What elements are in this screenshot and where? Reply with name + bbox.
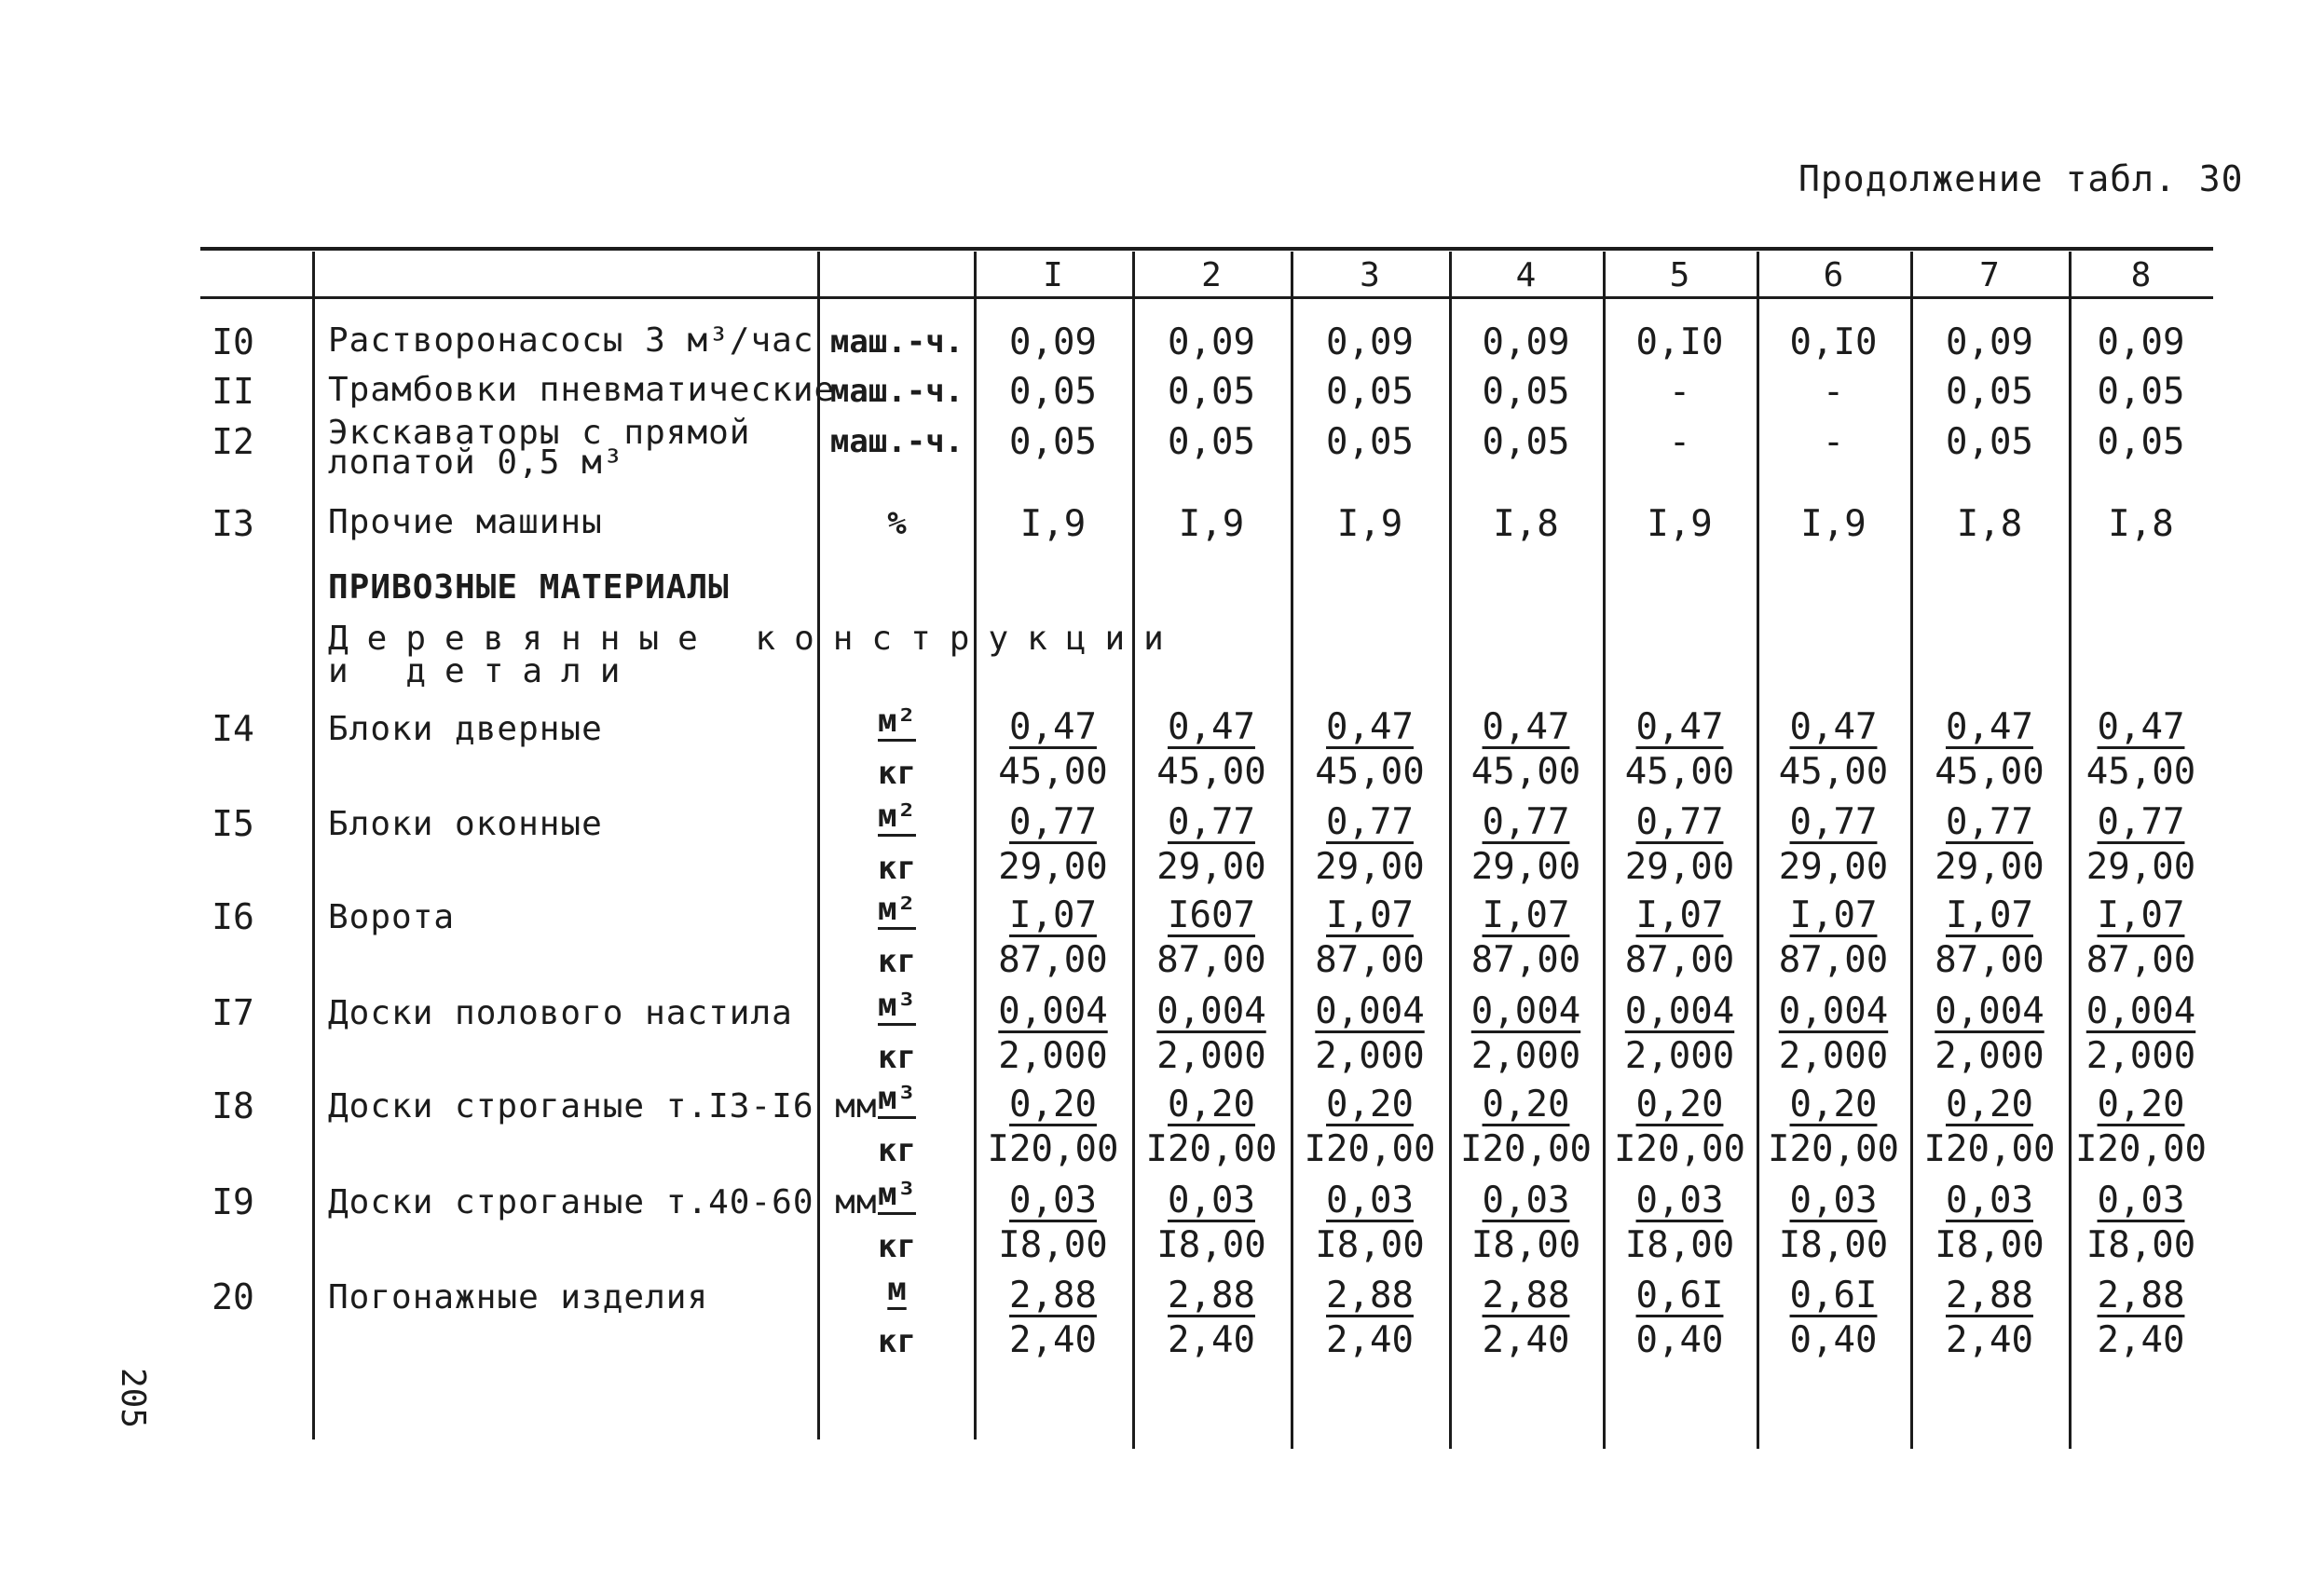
table-cell-bottom: 29,00	[1935, 846, 2044, 888]
table-cell: 0,09	[1326, 321, 1414, 363]
table-cell-top: 0,004	[998, 990, 1108, 1032]
row-unit-bottom: кг	[878, 1039, 916, 1076]
table-cell-top: I607	[1168, 894, 1255, 936]
table-cell-top: 0,03	[1168, 1180, 1255, 1221]
table-cell-top: 0,004	[1778, 990, 1889, 1032]
row-unit-top: м³	[878, 1080, 916, 1117]
table-cell-bottom: 87,00	[1935, 939, 2044, 981]
table-cell: 0,09	[1168, 321, 1255, 363]
table-cell-bottom: 87,00	[2085, 939, 2196, 981]
section-title: ПРИВОЗНЫЕ МАТЕРИАЛЫ	[328, 568, 730, 607]
row-unit-bottom: кг	[878, 755, 916, 792]
table-cell-bottom: 87,00	[1470, 939, 1581, 981]
table-cell-bottom: I20,00	[1145, 1128, 1278, 1170]
table-cell-top: 0,47	[1326, 706, 1414, 748]
table-cell-top: 0,77	[1168, 801, 1255, 843]
table-cell-top: 0,20	[2097, 1084, 2185, 1125]
table-cell-top: 2,88	[2097, 1275, 2185, 1316]
table-cell: 0,05	[1009, 371, 1097, 413]
table-cell-top: 0,20	[1946, 1084, 2033, 1125]
row-unit: маш.-ч.	[829, 423, 964, 460]
row-number: I6	[212, 896, 254, 937]
table-cell-top: 2,88	[1482, 1275, 1570, 1316]
table-cell-bottom: I8,00	[1624, 1224, 1735, 1266]
table-cell-bottom: 2,000	[1156, 1035, 1266, 1077]
table-cell-bottom: I8,00	[1156, 1224, 1266, 1266]
table-cell: 0,09	[1009, 321, 1097, 363]
table-cell-bottom: 2,000	[1624, 1035, 1735, 1077]
row-name: Блоки оконные	[328, 805, 603, 843]
row-name: Экскаваторы с прямой	[328, 414, 751, 452]
table-cell-top: 0,6I	[1789, 1275, 1878, 1316]
row-unit: маш.-ч.	[829, 373, 964, 410]
row-unit-bottom: кг	[878, 1132, 916, 1169]
header-col-number: I	[1043, 256, 1063, 294]
table-cell-top: 0,77	[1326, 801, 1414, 843]
table-cell: 0,I0	[1789, 321, 1878, 363]
table-cell-bottom: 29,00	[1778, 846, 1889, 888]
table-cell-bottom: 45,00	[1315, 751, 1425, 793]
table-cell-bottom: 2,000	[2085, 1035, 2196, 1077]
row-unit-top: м	[887, 1271, 907, 1308]
table-cell-top: 0,77	[2097, 801, 2185, 843]
row-name: Растворонасосы 3 м³/час	[328, 321, 814, 360]
table-cell-top: I,07	[1482, 894, 1570, 936]
table-cell-top: I,07	[1635, 894, 1724, 936]
row-number: I3	[212, 503, 254, 544]
table-cell-top: 0,03	[1789, 1180, 1878, 1221]
table-cell-bottom: I20,00	[2075, 1128, 2207, 1170]
table-cell-top: 0,20	[1482, 1084, 1570, 1125]
table-cell-top: 2,88	[1946, 1275, 2033, 1316]
table-cell-top: 0,47	[1946, 706, 2033, 748]
table-cell-bottom: 2,40	[2097, 1319, 2185, 1361]
table-cell-bottom: I20,00	[1460, 1128, 1592, 1170]
table-cell-bottom: 29,00	[1315, 846, 1425, 888]
row-number: 20	[212, 1276, 254, 1317]
row-unit-top: м²	[878, 703, 916, 740]
table-cell-bottom: I8,00	[1315, 1224, 1425, 1266]
table-cell: -	[1822, 371, 1845, 413]
row-unit-bottom: кг	[878, 1323, 916, 1360]
row-unit-bottom: кг	[878, 943, 916, 980]
row-unit-top: м²	[878, 798, 916, 835]
table-cell: I,9	[1019, 503, 1087, 545]
table-cell-top: I,07	[1946, 894, 2033, 936]
table-cell-top: 0,03	[1635, 1180, 1724, 1221]
table-cell-top: I,07	[2097, 894, 2185, 936]
table-cell-bottom: 87,00	[1624, 939, 1735, 981]
table-cell-bottom: I20,00	[1768, 1128, 1899, 1170]
table-cell: 0,09	[1482, 321, 1570, 363]
table-cell-bottom: I20,00	[1923, 1128, 2056, 1170]
row-name: Прочие машины	[328, 503, 603, 541]
row-number: I2	[212, 421, 254, 462]
table-cell-top: 0,004	[2085, 990, 2196, 1032]
row-name: Доски строганые т.40-60 мм	[328, 1183, 878, 1221]
table-cell-bottom: 0,40	[1635, 1319, 1724, 1361]
table-cell-top: 0,03	[1946, 1180, 2033, 1221]
table-cell: -	[1822, 421, 1845, 463]
table-cell-top: 0,20	[1635, 1084, 1724, 1125]
table-cell-top: 0,20	[1168, 1084, 1255, 1125]
table-cell-bottom: 87,00	[998, 939, 1108, 981]
table-cell-bottom: 29,00	[998, 846, 1108, 888]
header-col-number: 8	[2130, 256, 2152, 294]
table-cell-bottom: 87,00	[1778, 939, 1889, 981]
table-cell-top: 2,88	[1168, 1275, 1255, 1316]
table-cell-top: 0,004	[1315, 990, 1425, 1032]
table-cell-top: 0,004	[1156, 990, 1266, 1032]
table-cell: I,8	[1493, 503, 1559, 545]
table-cell-top: 0,77	[1635, 801, 1724, 843]
table-cell: I,8	[2108, 503, 2174, 545]
table-cell-top: 0,20	[1326, 1084, 1414, 1125]
table-cell-bottom: I8,00	[2085, 1224, 2196, 1266]
row-unit-bottom: кг	[878, 850, 916, 887]
table-cell-top: 0,004	[1935, 990, 2044, 1032]
row-number: I7	[212, 992, 254, 1033]
row-name: Трамбовки пневматические	[328, 371, 836, 409]
table-cell: 0,05	[1946, 421, 2033, 463]
table-cell-bottom: I8,00	[1935, 1224, 2044, 1266]
table-cell-bottom: 2,000	[998, 1035, 1108, 1077]
table-cell-bottom: 2,40	[1168, 1319, 1255, 1361]
table-cell-top: I,07	[1009, 894, 1097, 936]
table-cell-top: 0,6I	[1635, 1275, 1724, 1316]
table-cell: I,9	[1800, 503, 1867, 545]
table-cell-bottom: 2,000	[1470, 1035, 1581, 1077]
table-cell-top: 0,004	[1470, 990, 1581, 1032]
header-col-number: 3	[1360, 256, 1380, 294]
table-cell-top: 0,77	[1789, 801, 1878, 843]
table-cell-bottom: 45,00	[1156, 751, 1266, 793]
table-cell-top: 2,88	[1326, 1275, 1414, 1316]
table-cell-top: 0,47	[1009, 706, 1097, 748]
table-cell-top: 0,47	[1635, 706, 1724, 748]
row-name: Блоки дверные	[328, 710, 603, 748]
table-cell-top: 0,004	[1624, 990, 1735, 1032]
table-cell: 0,09	[1946, 321, 2033, 363]
table-cell-top: 0,47	[1482, 706, 1570, 748]
table-cell-top: 0,77	[1009, 801, 1097, 843]
header-col-number: 7	[1979, 256, 2000, 294]
table-cell-top: 0,03	[2097, 1180, 2185, 1221]
table-cell: 0,05	[1326, 421, 1414, 463]
table-cell-bottom: I8,00	[1470, 1224, 1581, 1266]
row-name: Доски полового настила	[328, 994, 793, 1032]
table-cell-bottom: 45,00	[1624, 751, 1735, 793]
table-cell-top: 2,88	[1009, 1275, 1097, 1316]
table-cell-top: 0,47	[1168, 706, 1255, 748]
row-name: Погонажные изделия	[328, 1278, 709, 1316]
subsection-title: Деревянные конструкции	[328, 620, 1183, 658]
row-unit-top: м²	[878, 891, 916, 928]
table-cell-bottom: 45,00	[1935, 751, 2044, 793]
row-unit-top: м³	[878, 1176, 916, 1213]
table-cell: I,9	[1647, 503, 1713, 545]
row-number: I5	[212, 803, 254, 844]
table-cell-top: 0,77	[1482, 801, 1570, 843]
table-cell-bottom: 0,40	[1789, 1319, 1878, 1361]
table-cell: 0,05	[2097, 371, 2185, 413]
table-cell: 0,05	[1326, 371, 1414, 413]
table-cell-top: 0,47	[1789, 706, 1878, 748]
table-cell-bottom: 2,000	[1315, 1035, 1425, 1077]
row-unit: %	[887, 505, 907, 542]
table-cell: 0,05	[1482, 371, 1570, 413]
row-number: I4	[212, 708, 254, 749]
table-cell: 0,05	[2097, 421, 2185, 463]
table-cell-bottom: 45,00	[1778, 751, 1889, 793]
header-col-number: 6	[1823, 256, 1844, 294]
header-col-number: 5	[1669, 256, 1690, 294]
table-cell: 0,05	[1168, 421, 1255, 463]
table-cell-bottom: 87,00	[1315, 939, 1425, 981]
row-unit-bottom: кг	[878, 1228, 916, 1265]
row-number: I8	[212, 1085, 254, 1126]
row-number: I9	[212, 1181, 254, 1222]
table-cell-bottom: I20,00	[987, 1128, 1119, 1170]
table-cell-bottom: 2,40	[1009, 1319, 1097, 1361]
table-cell-bottom: 29,00	[1624, 846, 1735, 888]
table-cell-bottom: 45,00	[998, 751, 1108, 793]
table-cell-bottom: 45,00	[2085, 751, 2196, 793]
table-cell: 0,05	[1946, 371, 2033, 413]
row-name: Ворота	[328, 898, 456, 936]
table-cell-bottom: 2,40	[1482, 1319, 1570, 1361]
table-cell: I,8	[1956, 503, 2023, 545]
row-unit: маш.-ч.	[829, 323, 964, 361]
table-cell-top: 0,03	[1326, 1180, 1414, 1221]
row-number: II	[212, 371, 254, 412]
table-cell-bottom: 29,00	[1156, 846, 1266, 888]
row-name: Доски строганые т.I3-I6 мм	[328, 1087, 878, 1125]
table-cell-bottom: I20,00	[1614, 1128, 1745, 1170]
table-cell-bottom: 2,40	[1326, 1319, 1414, 1361]
table-cell: I,9	[1178, 503, 1245, 545]
table-cell-bottom: I8,00	[1778, 1224, 1889, 1266]
row-name: лопатой 0,5 м³	[328, 443, 624, 482]
table-cell-bottom: 29,00	[1470, 846, 1581, 888]
table-cell-top: 0,20	[1009, 1084, 1097, 1125]
table-cell: 0,05	[1168, 371, 1255, 413]
page-number: 205	[114, 1367, 153, 1429]
table-cell-top: 0,77	[1946, 801, 2033, 843]
subsection-title: и детали	[328, 652, 639, 690]
row-number: I0	[212, 321, 254, 362]
table-cell: 0,09	[2097, 321, 2185, 363]
table-caption: Продолжение табл. 30	[1798, 158, 2244, 199]
table-cell-top: I,07	[1789, 894, 1878, 936]
table-cell-bottom: I8,00	[998, 1224, 1108, 1266]
header-col-number: 2	[1201, 256, 1222, 294]
table-cell-top: 0,03	[1009, 1180, 1097, 1221]
table-cell-bottom: 2,000	[1778, 1035, 1889, 1077]
table-cell: 0,I0	[1635, 321, 1724, 363]
table-cell: 0,05	[1482, 421, 1570, 463]
table-cell: I,9	[1336, 503, 1403, 545]
table-cell: -	[1668, 421, 1691, 463]
table-cell-bottom: 45,00	[1470, 751, 1581, 793]
table-cell-top: 0,47	[2097, 706, 2185, 748]
table-cell-bottom: I20,00	[1304, 1128, 1436, 1170]
column-rule	[312, 252, 315, 1439]
table-top-rule	[200, 247, 2213, 251]
table-cell-top: I,07	[1326, 894, 1414, 936]
table-cell-bottom: 87,00	[1156, 939, 1266, 981]
table-cell-bottom: 2,40	[1946, 1319, 2033, 1361]
header-col-number: 4	[1515, 256, 1537, 294]
table-cell-top: 0,20	[1789, 1084, 1878, 1125]
table-cell-top: 0,03	[1482, 1180, 1570, 1221]
row-unit-top: м³	[878, 987, 916, 1024]
table-cell-bottom: 29,00	[2085, 846, 2196, 888]
table-cell-bottom: 2,000	[1935, 1035, 2044, 1077]
table-cell: 0,05	[1009, 421, 1097, 463]
table-cell: -	[1668, 371, 1691, 413]
